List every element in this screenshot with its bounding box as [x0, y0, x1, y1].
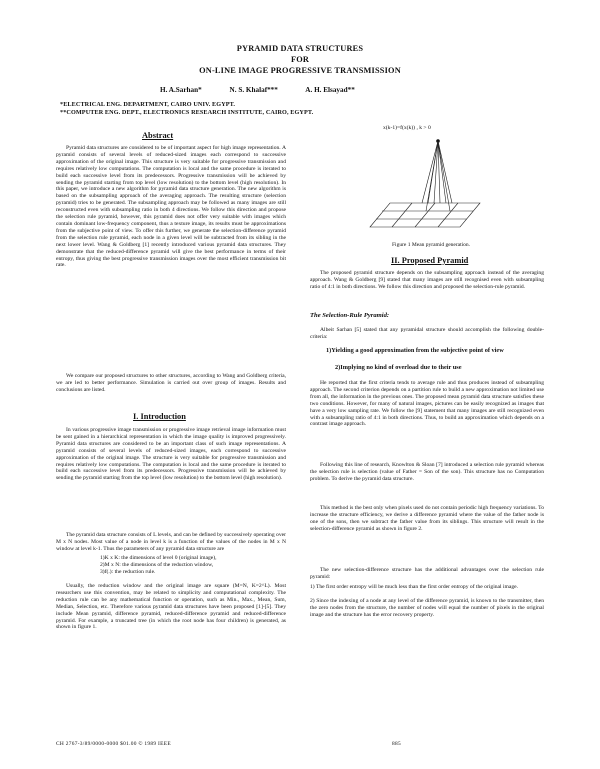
author-list [160, 86, 381, 94]
proposed-paragraph-5: This method is the best only when pixels used do not contain periodic high frequency variations. To increase the structure efficiency, we derive a difference pyramid where the value of the father node is one of the sons, then we subtract the father value from its siblings. This structure will result in the selection-difference pyramid as shown in figure 2. [310, 505, 544, 532]
paper-title-line2: FOR [290, 55, 310, 64]
criterion-1: 1)Yielding a good approximation from the subjective point of view [326, 347, 504, 354]
page-number: 885 [392, 741, 401, 747]
selection-rule-subheading: The Selection-Rule Pyramid: [310, 312, 390, 319]
advantage-2: 2) Since the indexing of a node at any level of the difference pyramid, is known to the transmitter, then the zero nodes from the structure, the number of nodes will equal the number of pixels in the original image and the structure has the error recovery property. [310, 598, 544, 618]
author-3: A. H. Elsayad** [305, 86, 355, 94]
abstract-paragraph-2: We compare our proposed structures to other structures, according to Wang and Goldberg criteria, we are led to better performance. Simulation is carried out over group of images. Results and conclusions are listed. [56, 373, 286, 393]
affiliation-2: **COMPUTER ENG. DEPT., ELECTRONICS RESEARCH INSTITUTE, CAIRO, EGYPT. [60, 109, 314, 116]
pyramid-base-plane [370, 203, 480, 227]
paper-title-line3: ON-LINE IMAGE PROGRESSIVE TRANSMISSION [199, 66, 401, 75]
affiliation-1: *ELECTRICAL ENG. DEPARTMENT, CAIRO UNIV. EGYPT. [60, 101, 236, 108]
proposed-paragraph-4: Following this line of research, Knowlton & Sloan [7] introduced a selection rule pyramid whereas the selection rule is selection (value of Father = Son of the son). This structure has no Computation problem. To derive the pyramid data structure. [310, 462, 544, 482]
abstract-paragraph-1: Pyramid data structures are considered to be of important aspect for high image representation. A pyramid consists of several levels of reduced-sized images each correspond to successive approximation of the original image. This structure is very suitable for progressive transmission and requires relatively low computations. The computation is local and the same procedure is iterated to build each successive level from its predecessors. Progressive transmission will be achieved by sending the pyramid starting from top level (low resolution) to the bottom level (high resolution). In this paper, we introduce a new algorithm for pyramid data structure generation. The new algorithm is based on the subsampling approach of the averaging approach. The resulting structure (selection pyramid) tries to be generated. The subsampling approach may be followed as many images are still reconstructed even with subsampling ratio in both 4 directions. We follow this direction and propose the selection rule pyramid, however, this pyramid does not offer very suitable with images which contain dominant low-frequency component, thus a texture image, its results must be approximations from the subjective point of view. To offer this further, we generate the selection-difference pyramid from the selection rule pyramid, each node in a given level will be subtracted from its sibling in the next lower level. Wang & Goldberg [1] recently introduced various pyramid data structures. They demonstrate that the reduced-difference pyramid will give the best performance in terms of their entropy, thus giving the best progressive transmission images over the most efficient transmission bit rate. [56, 145, 286, 269]
parameter-item-2: 2)M x N: the dimensions of the reduction window, [100, 562, 214, 568]
figure-formula: x(k-1)=f(x(k)) , k > 0 [383, 125, 431, 131]
paper-title-line1: PYRAMID DATA STRUCTURES [236, 44, 364, 53]
advantage-1: 1) The first order entropy will be much less than the first order entropy of the original image. [310, 584, 519, 590]
parameter-item-3: 3)f(.): the reduction rule. [100, 569, 156, 575]
criterion-2: 2)Implying no kind of overload due to their use [335, 364, 462, 371]
proposed-pyramid-heading: II. Proposed Pyramid [391, 256, 469, 265]
introduction-paragraph-2: The pyramid data structure consists of L levels, and can be defined by successively operating over M x N nodes. Most value of a node in level k is a function of the values of the nodes in M x N window at level k-1. Thus the parameters of any pyramid data structure are [56, 532, 286, 552]
abstract-heading: Abstract [142, 131, 174, 140]
author-2: N. S. Khalaf*** [229, 86, 278, 94]
proposed-paragraph-1: The proposed pyramid structure depends on the subsampling approach instead of the averaging approach. Wang & Goldberg [9] stated that many images are still recognised even with subsampling ratio of 4:1 in both directions. We follow this direction and proposed the selection-rule pyramid. [310, 270, 544, 290]
author-1: H. A.Sarhan* [160, 86, 202, 94]
introduction-heading: I. Introduction [133, 412, 186, 421]
introduction-paragraph-1: In various progressive image transmission or progressive image retrieval image information must be sent gained in a hierarchical representation in which the image quality is improved progressively. Pyramid data structures are considered to be an important class of such image representations. A pyramid consists of several levels of reduced-sized images, each correspond to successive approximation of the original image. The structure is very suitable for progressive transmission and requires relatively low computations. The computation is local and the same procedure is iterated to build each successive level from its predecessors. Progressive transmission will be achieved by sending the pyramid starting from the top level (low resolution) to the bottom level (high resolution). [56, 427, 286, 482]
copyright-footer: CH 2767-3/89/0000-0000 $01.00 © 1989 IEEE [56, 741, 171, 747]
parameter-item-1: 1)K x K: the dimensions of level 0 (original image), [100, 555, 217, 561]
introduction-paragraph-3: Usually, the reduction window and the original image are square (M=N, K=2^L). Most researchers use this convention, may be related to simplicity and computational complexity. The reduction rule can be any mathematical function or operation, such as Min., Max., Mean, Sum, Median, Selection, etc. Therefore various pyramid data structures have been proposed [1]-[5]. They include Mean pyramid, difference pyramid, reduced-difference pyramid and reduced-difference pyramid. For example, a truncated tree (in which the root node has four children) is generated, as shown in figure 1. [56, 583, 286, 631]
proposed-paragraph-3: He reported that the first criteria tends to average rule and thus produces instead of subsampling approach. The second criterion depends on a partition rule to build a new approximation not limited use from all, the information in the previous ones. The proposed mean pyramid data structure satisfies these two conditions. However, for many of natural images, pictures can be easily recognized as images that have a very low sampling rate. We follow the [9] statement that many images are still recognized even with a subsampling ratio of 4:1 in both directions. Thus, to build an approximation which depends on a contrast image approach. [310, 380, 544, 428]
proposed-paragraph-2: Albeit Sarhan [5] stated that any pyramidal structure should accomplish the following double-criteria: [310, 327, 544, 340]
proposed-paragraph-6: The new selection-difference structure has the additional advantages over the selection rule pyramid: [310, 567, 544, 580]
pyramid-figure [360, 131, 560, 241]
figure-1-caption: Figure 1 Mean pyramid generation. [392, 242, 471, 248]
pyramid-converging-lines [422, 141, 452, 211]
